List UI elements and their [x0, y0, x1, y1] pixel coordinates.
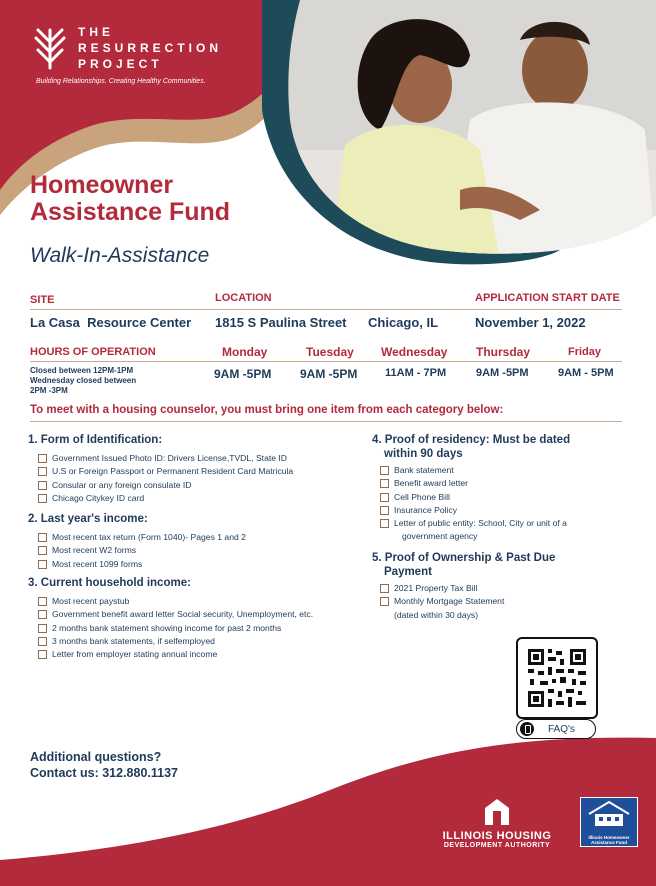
org-name [78, 24, 222, 72]
location-city: Chicago, IL [368, 315, 439, 330]
checkbox[interactable] [38, 454, 47, 463]
item-label: Government Issued Photo ID: Drivers License,TVDL, State ID [52, 453, 287, 463]
checklist-item [380, 595, 632, 622]
location-label: LOCATION [215, 292, 272, 304]
item-label: Insurance Policy [394, 504, 458, 515]
ihaf-line: Illinois Homeowner [588, 835, 630, 840]
checkbox[interactable] [38, 467, 47, 476]
checkbox[interactable] [380, 479, 389, 488]
checkbox[interactable] [380, 506, 389, 515]
item-label [394, 517, 567, 544]
time-tuesday: 9AM -5PM [300, 367, 358, 381]
checklist-item [38, 608, 373, 621]
item-label: 3 months bank statements, if selfemployed [52, 635, 215, 646]
day-tuesday: Tuesday [306, 345, 354, 359]
time-friday: 9AM - 5PM [558, 367, 614, 379]
wheat-logo-icon [30, 22, 70, 70]
ihda-name: ILLINOIS HOUSING [442, 830, 552, 842]
item-label: Government benefit award letter Social security, Unemployment, etc. [52, 609, 314, 620]
category-current-income [28, 576, 373, 661]
checklist-item [38, 635, 373, 648]
item-label-line: Letter of public entity: School, City or unit of a [394, 518, 567, 529]
checkbox[interactable] [38, 546, 47, 555]
category-title [372, 433, 632, 461]
ihaf-line: Assistance Fund [590, 840, 627, 845]
item-label [394, 595, 504, 622]
item-label: Consular or any foreign consulate ID [52, 479, 192, 490]
location-street: 1815 S Paulina Street [215, 315, 347, 330]
item-label: Most recent 1099 forms [52, 558, 143, 569]
checkbox[interactable] [380, 493, 389, 502]
category-identification [28, 433, 368, 505]
title-line: Assistance Fund [30, 198, 231, 226]
ihda-subname: DEVELOPMENT AUTHORITY [443, 842, 551, 849]
hours-note-line: Closed between 12PM-1PM [30, 366, 134, 375]
start-date-value: November 1, 2022 [475, 315, 586, 330]
category-title-line: within 90 days [384, 448, 463, 460]
checkbox[interactable] [38, 610, 47, 619]
category-title-line: 4. Proof of residency: Must be dated [372, 434, 571, 446]
page-subtitle: Walk-In-Assistance [30, 244, 210, 267]
ihaf-name [581, 835, 637, 845]
checklist-item [38, 465, 368, 478]
site-value: La Casa Resource Center [30, 315, 192, 330]
item-label: Most recent paystub [52, 596, 130, 606]
checklist-item [380, 504, 632, 517]
item-label: 2021 Property Tax Bill [394, 583, 478, 593]
checklist-item [38, 595, 373, 608]
checkbox[interactable] [380, 597, 389, 606]
item-label: Most recent tax return (Form 1040)- Pages 1 and 2 [52, 532, 246, 542]
qr-code-icon [518, 639, 596, 717]
org-name-line: RESURRECTION [78, 41, 223, 55]
item-label-line: (dated within 30 days) [394, 609, 479, 620]
day-friday: Friday [568, 346, 602, 358]
faq-label: FAQ's [548, 723, 575, 735]
checklist-item [38, 492, 368, 505]
checklist-item [380, 517, 632, 544]
checklist-item [380, 582, 632, 595]
faq-button[interactable] [516, 719, 596, 739]
start-date-label: APPLICATION START DATE [475, 292, 620, 304]
org-tagline: Building Relationships. Creating Healthy Communities. [36, 78, 206, 85]
intro-text: To meet with a housing counselor, you must bring one item from each category below: [30, 404, 504, 416]
checklist-item [38, 622, 373, 635]
hours-note-line: 2PM -3PM [30, 386, 68, 395]
ihaf-logo [580, 797, 638, 847]
item-label: Most recent W2 forms [52, 545, 137, 556]
item-label: Bank statement [394, 465, 454, 475]
contact-phone[interactable]: Contact us: 312.880.1137 [30, 766, 178, 780]
item-label: U.S or Foreign Passport or Permanent Resident Card Matricula [52, 466, 294, 477]
category-title: 2. Last year's income: [28, 513, 148, 525]
checklist-item [38, 531, 368, 544]
item-label: 2 months bank statement showing income for past 2 months [52, 622, 282, 633]
houses-icon [581, 798, 637, 830]
time-monday: 9AM -5PM [214, 367, 272, 381]
item-label: Letter from employer stating annual income [52, 649, 218, 660]
org-name-line: THE [78, 25, 114, 39]
qr-code[interactable] [516, 637, 598, 719]
category-residency [372, 433, 632, 544]
category-title-line: 5. Proof of Ownership & Past Due [372, 552, 556, 564]
category-title: 1. Form of Identification: [28, 434, 163, 446]
divider [30, 361, 622, 362]
checkbox[interactable] [380, 584, 389, 593]
hours-note [30, 366, 136, 396]
checkbox[interactable] [38, 494, 47, 503]
checklist-item [38, 479, 368, 492]
day-thursday: Thursday [476, 345, 531, 359]
item-label: Chicago Citykey ID card [52, 492, 145, 503]
checklist-item [380, 464, 632, 477]
contact-info [30, 749, 178, 781]
checkbox[interactable] [38, 624, 47, 633]
item-label-line: government agency [402, 531, 478, 542]
category-last-year-income [28, 512, 368, 571]
page-title [30, 172, 230, 226]
day-wednesday: Wednesday [381, 345, 448, 359]
hours-note-line: Wednesday closed between [30, 376, 137, 385]
hours-label: HOURS OF OPERATION [30, 346, 156, 358]
checkbox[interactable] [38, 597, 47, 606]
org-name-line: PROJECT [78, 57, 163, 71]
checkbox[interactable] [38, 560, 47, 569]
checklist-item [38, 648, 373, 661]
item-label: Benefit award letter [394, 478, 469, 489]
checkbox[interactable] [38, 650, 47, 659]
checklist-item [38, 452, 368, 465]
checklist-item [38, 558, 368, 571]
day-monday: Monday [222, 345, 268, 359]
contact-line: Additional questions? [30, 750, 162, 764]
title-line: Homeowner [30, 171, 174, 199]
category-ownership [372, 551, 632, 622]
divider [30, 309, 622, 310]
checkbox[interactable] [380, 466, 389, 475]
time-thursday: 9AM -5PM [476, 367, 529, 379]
phone-icon [520, 722, 534, 736]
checkbox[interactable] [38, 637, 47, 646]
category-title-line: Payment [384, 566, 432, 578]
checklist-item [380, 477, 632, 490]
time-wednesday: 11AM - 7PM [385, 367, 447, 379]
category-title [372, 551, 632, 579]
checkbox[interactable] [38, 481, 47, 490]
site-label: SITE [30, 294, 55, 306]
checkbox[interactable] [38, 533, 47, 542]
checkbox[interactable] [380, 519, 389, 528]
category-title: 3. Current household income: [28, 577, 191, 589]
item-label-line: Monthly Mortgage Statement [394, 596, 505, 607]
item-label: Cell Phone Bill [394, 491, 450, 502]
checklist-item [38, 544, 368, 557]
resurrection-project-logo [30, 22, 70, 70]
house-icon [484, 798, 510, 826]
checklist-item [380, 491, 632, 504]
divider [30, 421, 622, 422]
ihda-logo [432, 798, 562, 849]
